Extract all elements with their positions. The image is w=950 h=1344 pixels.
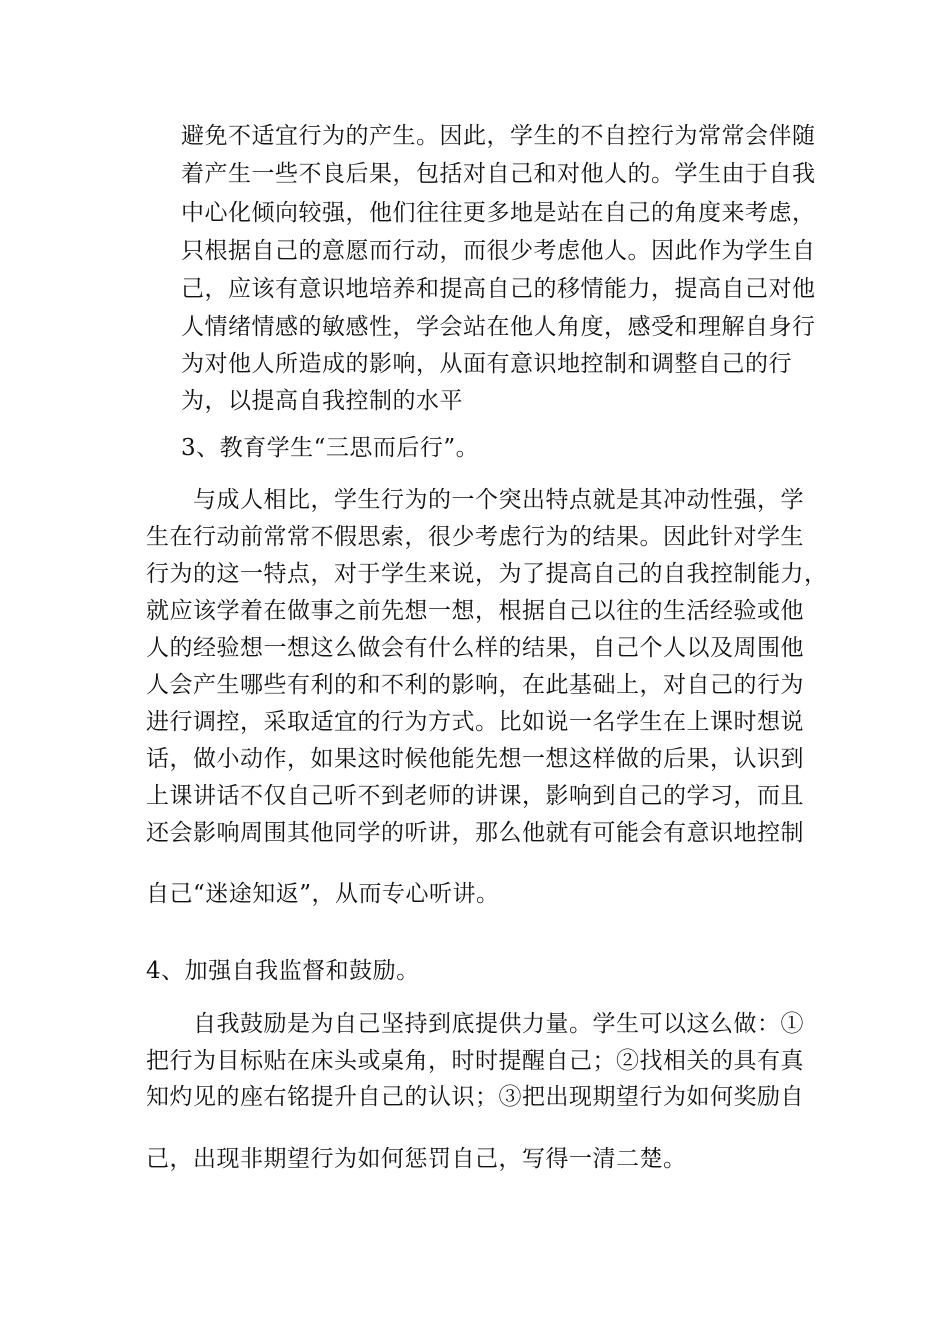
paragraph-2-line: 话，做小动作，如果这时候他能先想一想这样做的后果，认识到: [146, 746, 804, 772]
section-heading-4: 4、加强自我监督和鼓励。: [146, 958, 420, 984]
paragraph-1-line: 只根据自己的意愿而行动，而很少考虑他人。因此作为学生自: [181, 238, 816, 264]
paragraph-2-line: 人的经验想一想这么做会有什么样的结果，自己个人以及周围他: [146, 635, 804, 661]
paragraph-1-line: 着产生一些不良后果，包括对自己和对他人的。学生由于自我: [181, 161, 816, 187]
paragraph-2-line: 进行调控，采取适宜的行为方式。比如说一名学生在上课时想说: [146, 709, 804, 735]
paragraph-2-line: 上课讲话不仅自己听不到老师的讲课，影响到自己的学习，而且: [146, 783, 804, 809]
paragraph-2-line: 就应该学着在做事之前先想一想，根据自己以往的生活经验或他: [146, 598, 804, 624]
paragraph-2-tail: 自己“迷途知返”，从而专心听讲。: [146, 881, 500, 907]
paragraph-2-line: 人会产生哪些有利的和不利的影响，在此基础上，对自己的行为: [146, 672, 804, 698]
paragraph-3-line: 把行为目标贴在床头或桌角，时时提醒自己；②找相关的具有真: [146, 1048, 804, 1074]
paragraph-1-line: 人情绪情感的敏感性，学会站在他人角度，感受和理解自身行: [181, 314, 816, 340]
paragraph-2-line: 生在行动前常常不假思索，很少考虑行为的结果。因此针对学生: [146, 524, 804, 550]
paragraph-1-line: 避免不适宜行为的产生。因此，学生的不自控行为常常会伴随: [181, 123, 816, 149]
paragraph-2-line: 还会影响周围其他同学的听讲，那么他就有可能会有意识地控制: [146, 820, 804, 846]
paragraph-3-line: 自我鼓励是为自己坚持到底提供力量。学生可以这么做：①: [193, 1011, 804, 1037]
paragraph-1-line: 为对他人所造成的影响，从面有意识地控制和调整自己的行: [181, 351, 792, 377]
paragraph-1-line: 己，应该有意识地培养和提高自己的移情能力，提高自己对他: [181, 276, 816, 302]
paragraph-2-line: 与成人相比，学生行为的一个突出特点就是其冲动性强，学: [193, 487, 804, 513]
paragraph-1-line: 为，以提高自我控制的水平: [181, 388, 463, 414]
section-heading-3: 3、教育学生“三思而后行”。: [181, 435, 480, 461]
paragraph-3-line: 知灼见的座右铭提升自己的认识；③把出现期望行为如何奖励自: [146, 1084, 804, 1110]
paragraph-1-line: 中心化倾向较强，他们往往更多地是站在自己的角度来考虑，: [181, 200, 816, 226]
paragraph-3-tail: 己，出现非期望行为如何惩罚自己，写得一清二楚。: [146, 1146, 687, 1172]
paragraph-2-line: 行为的这一特点，对于学生来说，为了提高自己的自我控制能力，: [146, 561, 828, 587]
